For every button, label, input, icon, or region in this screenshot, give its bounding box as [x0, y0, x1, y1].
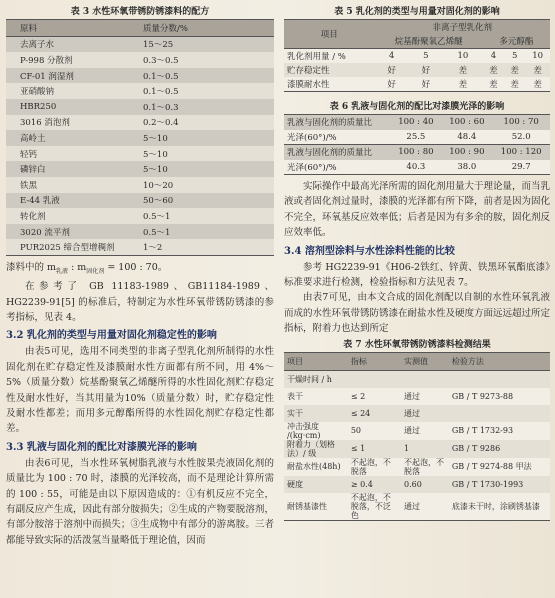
table3-material-cell: 磷锌白: [20, 165, 46, 176]
table5-item-cell: 漆膜耐水性: [287, 80, 330, 90]
reference-paragraph: 在参考了 GB 11183-1989、GB11184-1989、HG2239-91[5] 的标准后，特制定为水性环氧带锈防锈漆的参考指标，见表 4。: [6, 281, 274, 324]
table3-material-cell: 轻钙: [20, 149, 38, 160]
table3-mass-cell: 0.2～0.4: [143, 118, 179, 129]
table3-row: [6, 224, 274, 240]
table5-value-cell: 10: [532, 51, 544, 61]
table5-value-cell: 差: [510, 80, 519, 90]
table7-item-cell: 实干: [287, 408, 303, 418]
table3: [6, 19, 274, 256]
table7-result-cell: 通过: [404, 501, 421, 511]
table3-material-cell: E-44 乳液: [20, 196, 60, 207]
table6-row: [284, 130, 550, 145]
gloss-discussion-text: 实际操作中最高光泽所需的固化剂用量大于理论量，而当乳液或者固化剂过量时，漆膜的光泽都有所下降，前者是因为固化不完全，环氧基反应效率低；后者是因为有多余的胺，固化剂反应效率低。: [284, 181, 551, 239]
table7-spec-cell: [348, 370, 401, 388]
table7-method-cell: 底漆未干时，涂刷锈基漆: [451, 501, 540, 511]
table5-value-cell: 5: [511, 51, 518, 61]
table3-row: [6, 146, 274, 162]
table7-spec-cell: 50: [350, 426, 362, 436]
left-column: [6, 0, 274, 548]
table6-value-cell: 100 : 80: [398, 147, 434, 158]
table6-value-cell: 40.3: [406, 161, 426, 172]
table5-row: [284, 63, 550, 77]
table6-value-cell: 100 : 60: [449, 117, 485, 128]
table5-caption: 表 5 乳化剂的类型与用量对固化剂的影响: [334, 7, 500, 17]
table6-value-cell: 52.0: [511, 131, 531, 142]
table6-label-cell: 乳液与固化剂的质量比: [287, 148, 373, 159]
table3-material-cell: 铁黑: [20, 180, 38, 191]
section-3-4-text-1: 参考 HG2239-91《H06-2铁红、锌黄、铁黑环氧酯底漆》标准要求进行检测，检验指标和方法见表 7。: [284, 261, 550, 289]
section-3-2-title: 3.2 乳化剂的类型与用量对固化剂稳定性的影响: [6, 330, 217, 342]
table6-value-cell: 100 : 90: [449, 147, 485, 158]
table3-material-cell: HBR250: [20, 101, 57, 112]
table3-mass-cell: 10～20: [143, 180, 174, 191]
table7-method-cell: GB / T 9273-88: [451, 391, 514, 401]
table7-result-cell: 通过: [404, 391, 421, 401]
table7-row: [284, 422, 550, 440]
table6-row: [284, 145, 550, 160]
table5-value-cell: 差: [489, 66, 498, 76]
table5-header-item: 项目: [320, 30, 338, 40]
table5-header-sub1: 烷基酚聚氧乙烯醚: [394, 37, 463, 47]
table6-label-cell: 光泽(60°)/%: [287, 162, 337, 173]
table5-item-cell: 乳化剂用量 / %: [287, 52, 346, 62]
table5-value-cell: 差: [458, 66, 468, 76]
table3-material-cell: P-998 分散剂: [20, 55, 73, 66]
table6-row: [284, 115, 550, 130]
table5-value-cell: 差: [533, 80, 542, 90]
table3-material-cell: 3016 消泡剂: [20, 118, 70, 129]
table7-method-cell: GB / T 9274-88 甲法: [451, 462, 532, 472]
table7-result-cell: 1: [404, 444, 410, 454]
table5-value-cell: 差: [458, 80, 468, 90]
table6-value-cell: 25.5: [406, 131, 426, 142]
table3-header-row: [6, 20, 274, 37]
table7-row: [284, 493, 550, 521]
table6-value-cell: 38.0: [457, 161, 477, 172]
table7-item-cell: 表干: [287, 391, 303, 401]
table3-mass-cell: 50～60: [143, 196, 174, 207]
table5-value-cell: 10: [457, 51, 469, 61]
table3-mass-cell: 5～10: [143, 165, 168, 176]
table5-value-cell: 4: [388, 51, 395, 61]
table5-value-cell: 差: [510, 66, 519, 76]
table3-row: [6, 115, 274, 131]
table3-caption: 表 3 水性环氧带锈防锈漆料的配方: [70, 7, 210, 17]
table3-mass-cell: 15～25: [143, 40, 174, 51]
table6-value-cell: 48.4: [457, 131, 477, 142]
table7-result-cell: 0.60: [404, 479, 422, 489]
table7-method-cell: [449, 405, 550, 422]
table7-result-cell: [401, 370, 449, 388]
table7-row: [284, 370, 550, 388]
table5-item-cell: 贮存稳定性: [287, 66, 330, 76]
table5-value-cell: 好: [421, 66, 431, 76]
table3-mass-cell: 0.5～1: [143, 227, 171, 238]
table6-label-cell: 乳液与固化剂的质量比: [287, 118, 373, 129]
table6-value-cell: 100 : 40: [398, 117, 434, 128]
table7-result-cell: 通过: [404, 426, 421, 436]
table6-value-cell: 29.7: [511, 161, 531, 172]
table3-mass-cell: 0.1～0.3: [143, 102, 179, 113]
table3-row: [6, 36, 274, 52]
table7-item-cell: 耐锈基漆性: [287, 501, 327, 511]
table5-value-cell: 好: [387, 66, 396, 76]
table3-material-cell: 3020 流平剂: [20, 227, 70, 238]
table7-result-cell: 不起泡，不脱落: [404, 457, 445, 476]
table6-value-cell: 100 : 120: [500, 147, 542, 158]
table3-row: [6, 52, 274, 68]
table6: [284, 114, 550, 175]
table5-value-cell: 差: [489, 80, 498, 90]
table7-result-cell: 通过: [404, 408, 421, 418]
table3-mass-cell: 1～2: [143, 243, 163, 254]
table7-item-cell: 耐盐水性(48h): [287, 462, 341, 472]
table3-material-cell: 去离子水: [20, 40, 55, 51]
table3-row: [6, 208, 274, 224]
table5-value-cell: 差: [533, 66, 542, 76]
table7-row: [284, 405, 550, 422]
table3-mass-cell: 0.3～0.5: [143, 55, 179, 66]
table6-label-cell: 光泽(60°)/%: [287, 132, 337, 143]
table6-value-cell: 100 : 70: [503, 117, 539, 128]
table7-row: [284, 458, 550, 476]
table7-method-cell: [449, 370, 550, 388]
table7-header-method: 检验方法: [451, 356, 484, 366]
table7-spec-cell: ≥ 0.4: [350, 479, 373, 489]
table3-row: [6, 83, 274, 99]
section-3-4-text-2: 由表7可见，由本文合成的固化剂配以自制的水性环氧乳液而成的水性环氧带锈防锈漆在耐盐水性及硬度方面远远超过所定指标，附着力也达到所定: [284, 292, 551, 335]
table5-header-group: 非离子型乳化剂: [432, 23, 492, 33]
table3-mass-cell: 5～10: [143, 149, 168, 160]
table3-row: [6, 99, 274, 115]
table7-header-item: 项目: [287, 356, 303, 366]
table3-material-cell: PUR2025 缔合型增稠剂: [20, 243, 115, 254]
table5-header-sub2: 多元醇酯: [499, 37, 534, 47]
section-3-2-text: 由表5可见，选用不同类型的非离子型乳化剂所制得的水性固化剂在贮存稳定性及漆膜耐水性方面都有所不同，用 4%～5%（质量分数）烷基酚聚氧乙烯醚所得的水性固化剂贮存稳定性及耐水性好，当其用量为10%（质量分数）时，贮存稳定性及耐水性都差；而用多元醇酯所得的水性固化剂贮存稳定性都差。: [6, 346, 274, 435]
table7-method-cell: GB / T 9286: [451, 444, 501, 454]
table5: [284, 19, 550, 92]
table3-material-cell: 转化剂: [20, 211, 46, 222]
table3-row: [6, 193, 274, 209]
table7-spec-cell: 不起泡，不脱落，不泛色: [350, 492, 391, 520]
table7-spec-cell: 不起泡，不脱落: [350, 457, 391, 476]
table7-caption: 表 7 水性环氧带锈防锈漆料检测结果: [343, 339, 491, 350]
table3-row: [6, 239, 274, 255]
table3-mass-cell: 5～10: [143, 133, 168, 144]
table5-row: [284, 49, 550, 64]
table3-row: [6, 130, 274, 146]
table7-method-cell: GB / T 1730-1993: [451, 479, 524, 489]
table7-header-result: 实测值: [404, 356, 429, 366]
table7-item-cell: 附着力（划格法）/ 级: [287, 439, 335, 458]
table7-item-cell: 冲击强度 /(kg·cm): [287, 421, 321, 440]
table3-mass-cell: 0.1～0.5: [143, 87, 179, 98]
table7-row: [284, 388, 550, 405]
ratio-prefix: 漆料中的 m: [6, 261, 57, 273]
section-3-3-title: 3.3 乳液与固化剂的配比对漆膜光泽的影响: [6, 441, 197, 453]
table5-value-cell: 好: [387, 80, 396, 90]
section-3-3-text: 由表6可见，当水性环氧树脂乳液与水性胺果壳液固化剂的质量比为 100 : 70 时，漆膜的光泽较高，而不是理论计算所需的 100 : 55，可能是由以下原因造成的：①有机反应不完全，有副反应产生成，因此有部分胺损失；②生成的产物要脱溶剂，有部分胺溶于溶剂中而损失；③生成物中有部分的游离胺。三者都能导致实际的活泼氢当量略低于理论值，因而: [6, 457, 274, 546]
right-column: [284, 0, 550, 521]
table3-row: [6, 68, 274, 84]
table7-row: [284, 440, 550, 458]
table3-row: [6, 177, 274, 193]
table5-value-cell: 4: [490, 51, 497, 61]
table7-spec-cell: ≤ 2: [350, 391, 366, 401]
table6-caption: 表 6 乳液与固化剂的配比对漆膜光泽的影响: [329, 102, 505, 112]
table3-mass-cell: 0.1～0.5: [143, 71, 179, 82]
table7-spec-cell: ≤ 24: [350, 408, 371, 418]
table7-header-spec: 指标: [350, 356, 367, 366]
table7: [284, 352, 550, 521]
table5-row: [284, 77, 550, 92]
table6-row: [284, 160, 550, 175]
section-3-4-title: 3.4 溶剂型涂料与水性涂料性能的比较: [284, 245, 455, 257]
table7-item-cell: 硬度: [287, 479, 303, 489]
table7-row: [284, 476, 550, 493]
table7-spec-cell: ≤ 1: [350, 444, 366, 454]
table3-header-mass: 质量分数/%: [143, 23, 188, 34]
table3-material-cell: 亚硝酸钠: [20, 87, 55, 98]
mixing-ratio-text: 漆料中的 $m_{乳液}$ : $m_{固化剂} = 100$ : 70。: [6, 261, 168, 275]
table5-value-cell: 好: [421, 80, 431, 90]
table3-material-cell: CF-01 润湿剂: [20, 71, 74, 82]
table3-row: [6, 161, 274, 177]
table5-value-cell: 5: [423, 51, 429, 61]
table3-material-cell: 高岭土: [20, 133, 46, 144]
table3-mass-cell: 0.5～1: [143, 211, 171, 222]
table7-item-cell: 干燥时间 / h: [287, 374, 332, 384]
table3-header-material: 原料: [20, 23, 38, 34]
table7-method-cell: GB / T 1732-93: [451, 426, 514, 436]
